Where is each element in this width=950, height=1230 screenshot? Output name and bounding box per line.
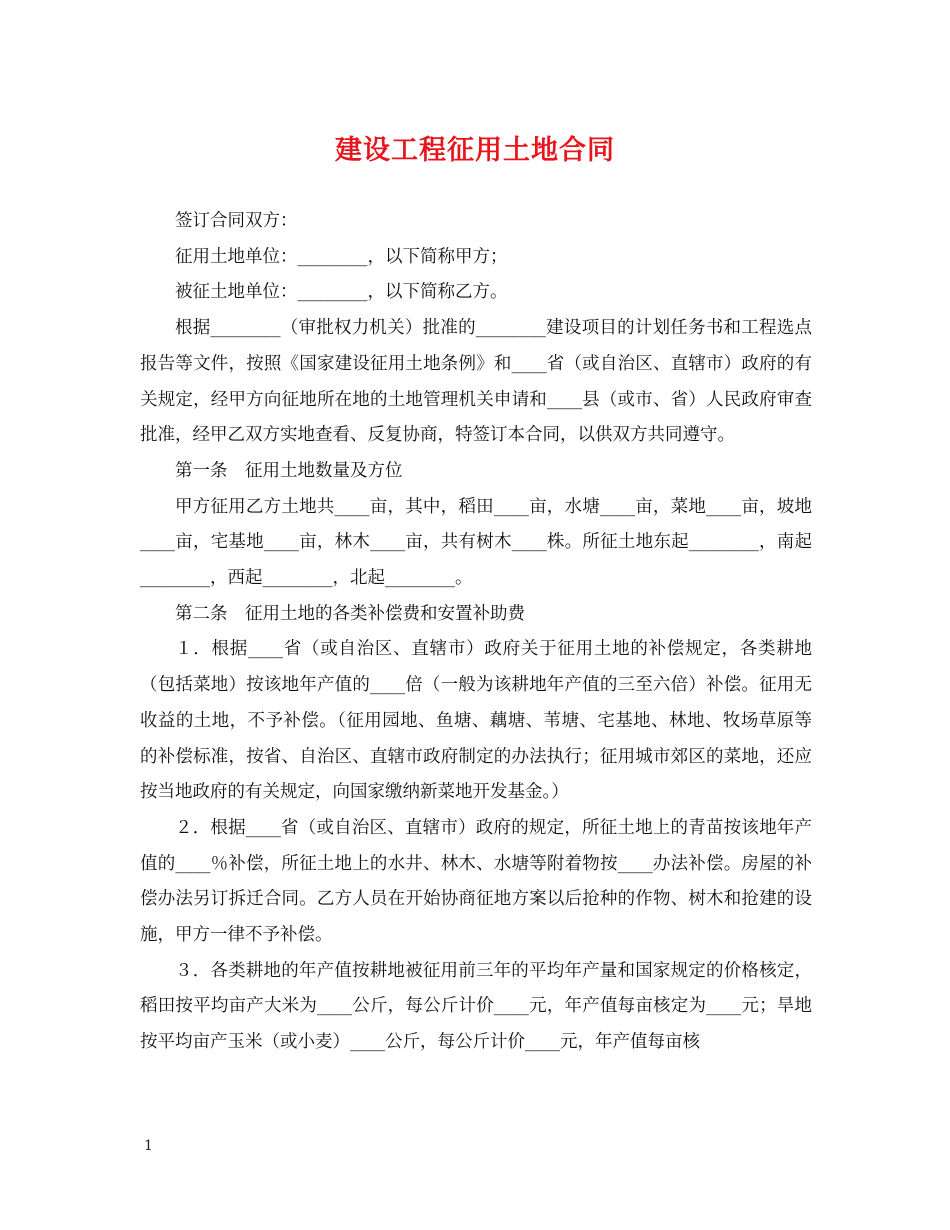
article-1-heading: 第一条 征用土地数量及方位 bbox=[175, 460, 403, 481]
preamble-paragraph: 根据________（审批权力机关）批准的________建设项目的计划任务书和工程选点报告等文件，按照《国家建设征用土地条例》和____省（或自治区、直辖市）政府的有关规定，经甲方向征地所在地的土地管理机关申请和____县（或市、省）人民政府审查批准，经甲乙双方实地查看、反复协商，特签订本合同，以供双方共同遵守。 bbox=[140, 318, 812, 446]
article-2-item-3: ３．各类耕地的年产值按耕地被征用前三年的平均年产量和国家规定的价格核定，稻田按平均亩产大米为____公斤，每公斤计价____元，年产值每亩核定为____元；旱地按平均亩产玉米（或小麦）____公斤，每公斤计价____元，年产值每亩核 bbox=[140, 960, 812, 1053]
document-title: 建设工程征用土地合同 bbox=[335, 135, 615, 166]
party-b-line: 被征土地单位：________，以下简称乙方。 bbox=[175, 282, 508, 303]
document-body bbox=[140, 204, 812, 1061]
article-1-paragraph: 甲方征用乙方土地共____亩，其中，稻田____亩，水塘____亩，菜地____亩，坡地____亩，宅基地____亩，林木____亩，共有树木____株。所征土地东起________，南起________，西起________，北起________。 bbox=[140, 496, 812, 589]
page-number: 1 bbox=[144, 1138, 153, 1154]
party-a-line: 征用土地单位：________，以下简称甲方； bbox=[175, 246, 508, 267]
article-2-item-2: ２．根据____省（或自治区、直辖市）政府的规定，所征土地上的青苗按该地年产值的____％补偿，所征土地上的水井、林木、水塘等附着物按____办法补偿。房屋的补偿办法另订拆迁合同。乙方人员在开始协商征地方案以后抢种的作物、树木和抢建的设施，甲方一律不予补偿。 bbox=[140, 817, 812, 946]
article-2-heading: 第二条 征用土地的各类补偿费和安置补助费 bbox=[175, 603, 525, 624]
parties-intro: 签订合同双方： bbox=[175, 211, 298, 231]
article-2-item-1: １．根据____省（或自治区、直辖市）政府关于征用土地的补偿规定，各类耕地（包括菜地）按该地年产值的____倍（一般为该耕地年产值的三至六倍）补偿。征用无收益的土地，不予补偿。（征用园地、鱼塘、藕塘、苇塘、宅基地、林地、牧场草原等的补偿标准，按省、自治区、直辖市政府制定的办法执行；征用城市郊区的菜地，还应按当地政府的有关规定，向国家缴纳新菜地开发基金。） bbox=[140, 639, 812, 803]
